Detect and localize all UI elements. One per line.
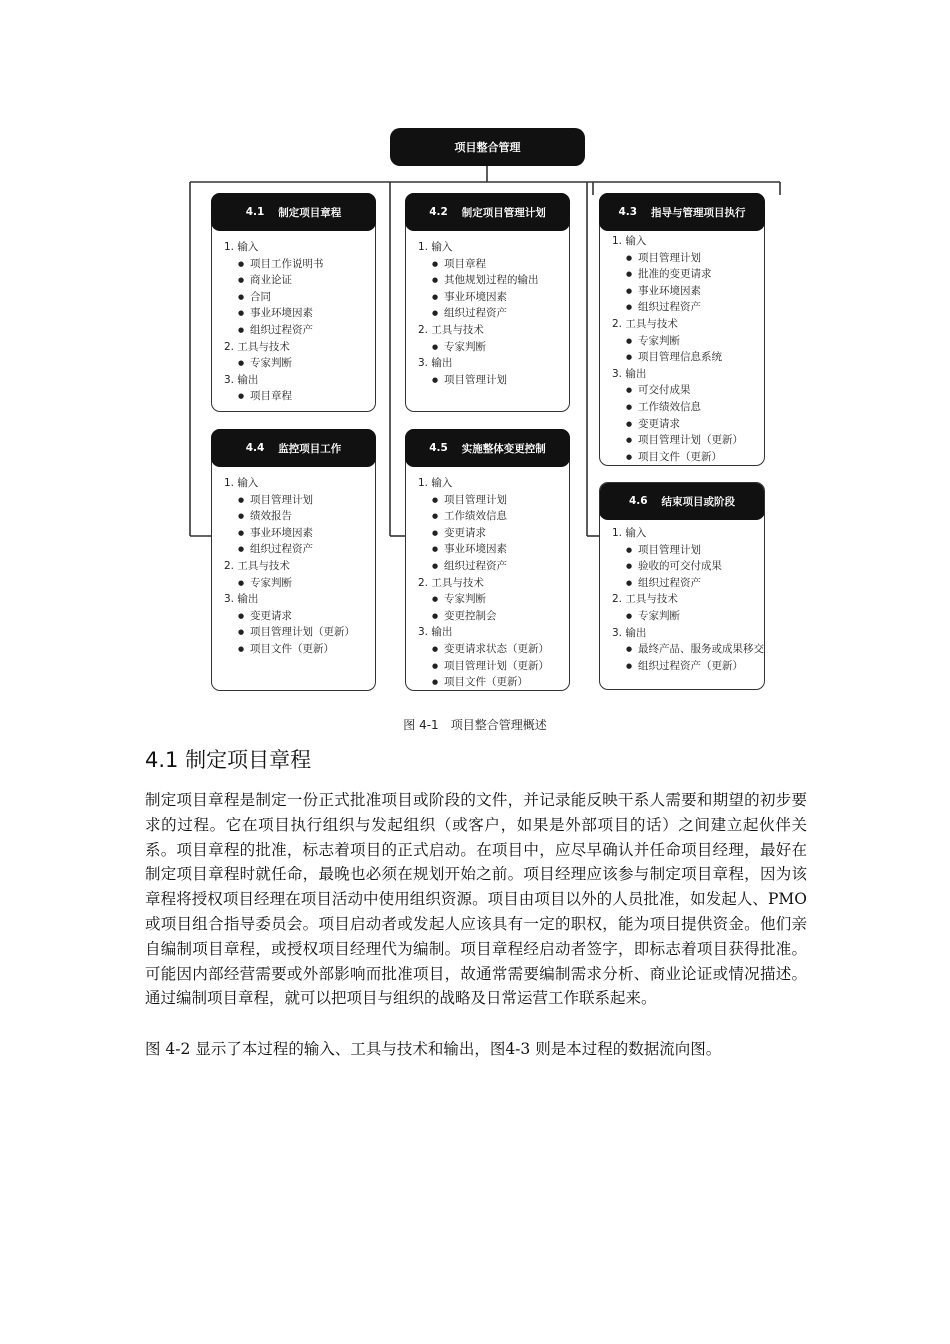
output-item: ● 可交付成果 (612, 382, 764, 399)
input-item: ● 组织过程资产 (612, 299, 764, 316)
figure-caption: 图 4-1 项目整合管理概述 (403, 718, 547, 732)
input-item: ● 事业环境因素 (612, 283, 764, 300)
process-header (211, 193, 376, 231)
input-item: ● 组织过程资产 (224, 541, 375, 558)
input-item: ● 项目工作说明书 (224, 256, 375, 273)
input-item: ● 项目章程 (418, 256, 569, 273)
process-number: 4.3 (618, 206, 638, 218)
input-item: ● 其他规划过程的输出 (418, 272, 569, 289)
process-box-4-3 (599, 193, 765, 466)
tool-item: ● 专家判断 (612, 333, 764, 350)
process-title: 制定项目管理计划 (461, 206, 546, 219)
body-paragraph: 制定项目章程是制定一份正式批准项目或阶段的文件，并记录能反映干系人需要和期望的初步要求的过程。它在项目执行组织与发起组织（或客户，如果是外部项目的话）之间建立起伙伴关系。项目章程的批准，标志着项目的正式启动。在项目中，应尽早确认并任命项目经理，最好在制定项目章程时就任命，最晚也必须在规划开始之前。项目经理应该参与制定项目章程，因为该章程将授权项目经理在项目活动中使用组织资源。项目由项目以外的人员批准，如发起人、PMO 或项目组合指导委员会。项目启动者或发起人应该具有一定的职权，能为项目提供资金。他们亲自编制项目章程，或授权项目经理代为编制。项目章程经启动者签字，即标志着项目获得批准。可能因内部经营需要或外部影响而批准项目，故通常需要编制需求分析、商业论证或情况描述。通过编制项目章程，就可以把项目与组织的战略及日常运营工作联系起来。 (145, 791, 807, 1008)
tools-label: 2. 工具与技术 (612, 593, 678, 606)
inputs-label: 1. 输入 (612, 235, 647, 247)
root-title: 项目整合管理 (454, 141, 521, 154)
process-header (599, 193, 765, 231)
input-item: ● 项目管理计划 (612, 542, 764, 559)
process-number: 4.1 (245, 206, 265, 218)
process-header (405, 429, 570, 467)
process-box-4-2 (405, 193, 570, 412)
outputs-label: 3. 输出 (418, 626, 453, 639)
input-item: ● 项目管理计划 (224, 492, 375, 509)
input-item: ● 验收的可交付成果 (612, 558, 764, 575)
tools-label: 2. 工具与技术 (612, 317, 678, 330)
outputs-label: 3. 输出 (612, 626, 647, 639)
inputs-label: 1. 输入 (224, 241, 259, 253)
tool-item: ● 专家判断 (612, 608, 764, 625)
input-item: ● 商业论证 (224, 272, 375, 289)
output-item: ● 项目文件（更新） (418, 674, 569, 691)
process-title: 结束项目或阶段 (661, 495, 736, 508)
tool-item: ● 项目管理信息系统 (612, 349, 764, 366)
outputs-label: 3. 输出 (612, 367, 647, 380)
output-item: ● 项目文件（更新） (612, 449, 764, 466)
output-item: ● 变更请求 (612, 416, 764, 433)
process-number: 4.6 (628, 495, 648, 507)
inputs-label: 1. 输入 (418, 477, 453, 489)
tools-label: 2. 工具与技术 (418, 576, 484, 589)
process-box-4-4 (211, 429, 376, 691)
process-number: 4.5 (429, 442, 448, 454)
tool-item: ● 专家判断 (224, 575, 375, 592)
output-item: ● 项目管理计划 (418, 372, 569, 389)
process-title: 指导与管理项目执行 (651, 206, 746, 219)
inputs-label: 1. 输入 (418, 241, 453, 253)
process-header (599, 482, 765, 520)
process-header (405, 193, 570, 231)
tool-item: ● 专家判断 (418, 339, 569, 356)
process-number: 4.4 (245, 442, 265, 454)
process-number: 4.2 (429, 206, 448, 218)
input-item: ● 批准的变更请求 (612, 266, 764, 283)
output-item: ● 项目文件（更新） (224, 641, 375, 658)
tool-item: ● 专家判断 (418, 591, 569, 608)
input-item: ● 组织过程资产 (418, 558, 569, 575)
process-title: 监控项目工作 (278, 442, 342, 455)
output-item: ● 组织过程资产（更新） (612, 658, 764, 675)
output-item: ● 项目管理计划（更新） (612, 432, 764, 449)
input-item: ● 组织过程资产 (612, 575, 764, 592)
inputs-label: 1. 输入 (612, 527, 647, 539)
tools-label: 2. 工具与技术 (224, 340, 290, 353)
output-item: ● 项目管理计划（更新） (418, 658, 569, 675)
process-box-4-1 (211, 193, 376, 412)
input-item: ● 组织过程资产 (224, 322, 375, 339)
output-item: ● 项目章程 (224, 388, 375, 405)
process-box-4-5 (405, 429, 570, 691)
input-item: ● 事业环境因素 (418, 289, 569, 306)
section-title: 4.1 制定项目章程 (145, 748, 312, 772)
input-item: ● 事业环境因素 (224, 305, 375, 322)
process-header (211, 429, 376, 467)
process-title: 制定项目章程 (278, 206, 342, 219)
process-box-4-6 (599, 482, 765, 690)
input-item: ● 绩效报告 (224, 508, 375, 525)
outputs-label: 3. 输出 (224, 593, 259, 606)
process-title: 实施整体变更控制 (461, 442, 546, 455)
input-item: ● 项目管理计划 (612, 250, 764, 267)
outputs-label: 3. 输出 (224, 373, 259, 386)
input-item: ● 变更请求 (418, 525, 569, 542)
input-item: ● 合同 (224, 289, 375, 306)
tool-item: ● 变更控制会 (418, 608, 569, 625)
output-item: ● 项目管理计划（更新） (224, 624, 375, 641)
outputs-label: 3. 输出 (418, 357, 453, 370)
inputs-label: 1. 输入 (224, 477, 259, 489)
body-paragraph-2: 图 4-2 显示了本过程的输入、工具与技术和输出，图4-3 则是本过程的数据流向图。 (145, 1040, 722, 1058)
output-item: ● 工作绩效信息 (612, 399, 764, 416)
input-item: ● 项目管理计划 (418, 492, 569, 509)
tools-label: 2. 工具与技术 (224, 559, 290, 572)
output-item: ● 最终产品、服务或成果移交 (612, 641, 764, 658)
tool-item: ● 专家判断 (224, 355, 375, 372)
input-item: ● 组织过程资产 (418, 305, 569, 322)
output-item: ● 变更请求 (224, 608, 375, 625)
root-process-box (390, 128, 585, 166)
input-item: ● 事业环境因素 (224, 525, 375, 542)
input-item: ● 事业环境因素 (418, 541, 569, 558)
tools-label: 2. 工具与技术 (418, 323, 484, 336)
output-item: ● 变更请求状态（更新） (418, 641, 569, 658)
input-item: ● 工作绩效信息 (418, 508, 569, 525)
